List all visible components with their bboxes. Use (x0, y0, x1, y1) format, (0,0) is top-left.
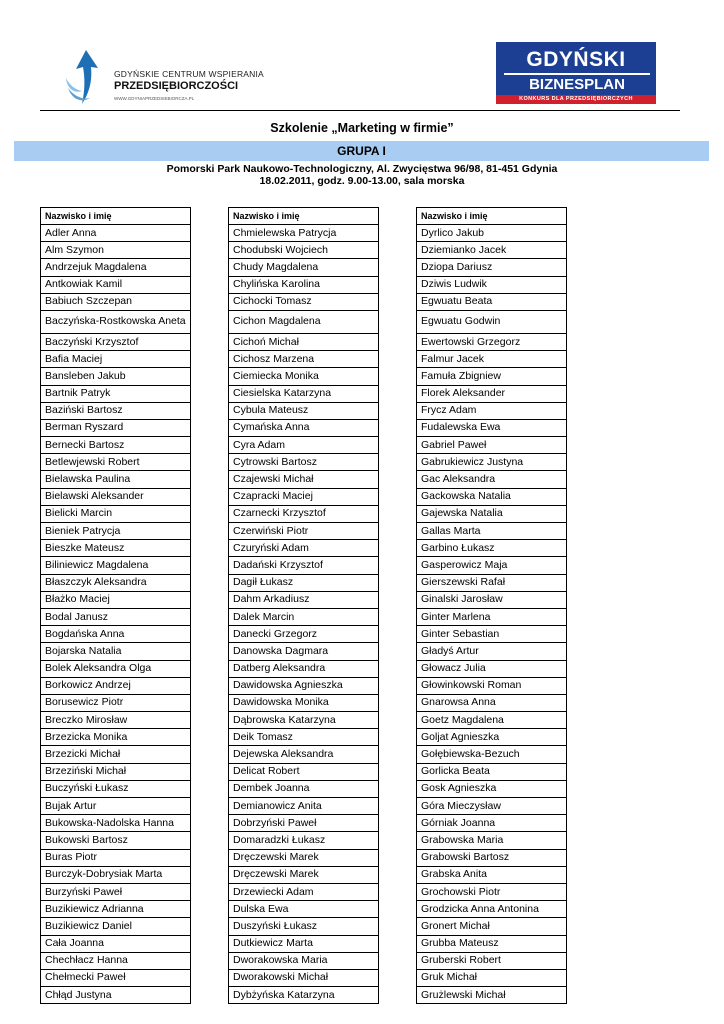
participant-name: Buzikiewicz Daniel (41, 918, 191, 935)
table-row (41, 523, 191, 540)
participant-name: Buczyński Łukasz (41, 780, 191, 797)
column-header: Nazwisko i imię (41, 208, 191, 225)
participant-name: Burczyk-Dobrysiak Marta (41, 866, 191, 883)
table-row (229, 918, 379, 935)
participant-name: Gabrukiewicz Justyna (417, 454, 567, 471)
participant-name: Cybula Mateusz (229, 402, 379, 419)
participant-name: Gosk Agnieszka (417, 780, 567, 797)
table-row (41, 763, 191, 780)
table-row (229, 866, 379, 883)
participant-name: Bukowski Bartosz (41, 832, 191, 849)
table-row (41, 351, 191, 368)
participant-name: Chmielewska Patrycja (229, 225, 379, 242)
participant-name: Danowska Dagmara (229, 643, 379, 660)
table-row (229, 488, 379, 505)
participant-name: Bartnik Patryk (41, 385, 191, 402)
participant-name: Babiuch Szczepan (41, 293, 191, 310)
participant-name: Gackowska Natalia (417, 488, 567, 505)
table-row (417, 746, 567, 763)
table-row (417, 660, 567, 677)
table-row (417, 694, 567, 711)
table-row (229, 574, 379, 591)
participant-name: Baczyński Krzysztof (41, 333, 191, 350)
participant-name: Berman Ryszard (41, 419, 191, 436)
table-row (417, 488, 567, 505)
names-table-1 (40, 207, 191, 1004)
participant-name: Bukowska-Nadolska Hanna (41, 815, 191, 832)
participant-name: Brzezicki Michał (41, 746, 191, 763)
table-row (229, 454, 379, 471)
table-row (417, 643, 567, 660)
table-row (229, 832, 379, 849)
participant-name: Dulska Ewa (229, 901, 379, 918)
participant-name: Egwuatu Beata (417, 293, 567, 310)
logo-right-line3: KONKURS DLA PRZEDSIĘBIORCZYCH (496, 95, 656, 104)
table-row (417, 935, 567, 952)
table-row (417, 712, 567, 729)
participant-name: Góra Mieczysław (417, 798, 567, 815)
participant-name: Baziński Bartosz (41, 402, 191, 419)
venue-line1: Pomorski Park Naukowo-Technologiczny, Al. Zwycięstwa 96/98, 81-451 Gdynia (166, 163, 558, 175)
participant-name: Bielawski Aleksander (41, 488, 191, 505)
table-row (41, 368, 191, 385)
table-row (41, 969, 191, 986)
logo-right-line1: GDYŃSKI (526, 48, 626, 71)
table-row (41, 626, 191, 643)
participant-name: Chłąd Justyna (41, 987, 191, 1004)
table-row (229, 883, 379, 900)
table-row (229, 523, 379, 540)
participant-name: Biliniewicz Magdalena (41, 557, 191, 574)
table-row (41, 557, 191, 574)
participant-name: Bieszke Mateusz (41, 540, 191, 557)
logo-left-line2: PRZEDSIĘBIORCZOŚCI (114, 80, 239, 92)
table-row (417, 815, 567, 832)
participant-name: Dutkiewicz Marta (229, 935, 379, 952)
participant-name: Dybżyńska Katarzyna (229, 987, 379, 1004)
participant-name: Egwuatu Godwin (417, 310, 567, 333)
column-header: Nazwisko i imię (229, 208, 379, 225)
participant-name: Dręczewski Marek (229, 849, 379, 866)
table-row (229, 540, 379, 557)
table-row (417, 763, 567, 780)
table-row (229, 402, 379, 419)
table-row (417, 437, 567, 454)
table-row (229, 969, 379, 986)
table-row (229, 712, 379, 729)
participant-name: Deik Tomasz (229, 729, 379, 746)
table-row (41, 883, 191, 900)
participant-name: Dąbrowska Katarzyna (229, 712, 379, 729)
table-row (229, 293, 379, 310)
table-row (417, 832, 567, 849)
participant-name: Brzezicka Monika (41, 729, 191, 746)
participant-name: Gierszewski Rafał (417, 574, 567, 591)
table-row (41, 643, 191, 660)
participant-name: Gruk Michał (417, 969, 567, 986)
table-row (417, 574, 567, 591)
table-row (417, 471, 567, 488)
participant-name: Ginalski Jarosław (417, 591, 567, 608)
participant-name: Borkowicz Andrzej (41, 677, 191, 694)
participant-name: Błażko Maciej (41, 591, 191, 608)
table-row (229, 849, 379, 866)
participant-name: Cichosz Marzena (229, 351, 379, 368)
table-row (417, 419, 567, 436)
participant-name: Chełmecki Paweł (41, 969, 191, 986)
participant-name: Grodzicka Anna Antonina (417, 901, 567, 918)
participant-name: Datberg Aleksandra (229, 660, 379, 677)
table-row (229, 729, 379, 746)
table-row (41, 454, 191, 471)
table-row (41, 310, 191, 333)
participant-name: Błaszczyk Aleksandra (41, 574, 191, 591)
table-row (417, 351, 567, 368)
table-row (229, 763, 379, 780)
participant-name: Gruberski Robert (417, 952, 567, 969)
participant-name: Drzewiecki Adam (229, 883, 379, 900)
table-row (229, 591, 379, 608)
participant-name: Gorlicka Beata (417, 763, 567, 780)
participant-name: Cytrowski Bartosz (229, 454, 379, 471)
table-row (417, 293, 567, 310)
header-divider (40, 110, 680, 111)
table-row (229, 608, 379, 625)
participant-name: Burzyński Paweł (41, 883, 191, 900)
table-row (229, 952, 379, 969)
table-row (41, 608, 191, 625)
participant-name: Bodal Janusz (41, 608, 191, 625)
participant-name: Goljat Agnieszka (417, 729, 567, 746)
page-title: Szkolenie „Marketing w firmie” (270, 121, 454, 135)
participant-name: Gajewska Natalia (417, 505, 567, 522)
table-row (41, 333, 191, 350)
table-row (41, 952, 191, 969)
table-row (229, 643, 379, 660)
participant-name: Betlewjewski Robert (41, 454, 191, 471)
upward-arrow-logo-icon (64, 48, 104, 106)
participant-name: Baczyńska-Rostkowska Aneta (41, 310, 191, 333)
table-row (417, 402, 567, 419)
participant-name: Bujak Artur (41, 798, 191, 815)
participant-name: Domaradzki Łukasz (229, 832, 379, 849)
table-header-row (41, 208, 191, 225)
table-row (417, 454, 567, 471)
table-row (41, 591, 191, 608)
table-row (41, 419, 191, 436)
table-row (229, 259, 379, 276)
participant-name: Duszyński Łukasz (229, 918, 379, 935)
participant-name: Demianowicz Anita (229, 798, 379, 815)
table-row (41, 437, 191, 454)
table-row (229, 901, 379, 918)
table-row (417, 952, 567, 969)
table-row (41, 505, 191, 522)
table-row (41, 242, 191, 259)
participant-name: Czapracki Maciej (229, 488, 379, 505)
participant-name: Danecki Grzegorz (229, 626, 379, 643)
participant-name: Fudalewska Ewa (417, 419, 567, 436)
table-row (417, 626, 567, 643)
logo-left-url: WWW.GDYNIAPRZEDSIEBIORCZA.PL (114, 96, 195, 101)
table-row (41, 780, 191, 797)
table-row (229, 437, 379, 454)
table-row (41, 712, 191, 729)
participant-name: Andrzejuk Magdalena (41, 259, 191, 276)
participant-name: Cyra Adam (229, 437, 379, 454)
table-row (229, 660, 379, 677)
participant-name: Bogdańska Anna (41, 626, 191, 643)
participant-name: Chechłacz Hanna (41, 952, 191, 969)
table-row (417, 866, 567, 883)
participant-name: Cała Joanna (41, 935, 191, 952)
table-row (229, 471, 379, 488)
gdynski-biznesplan-logo (496, 42, 656, 104)
table-row (41, 574, 191, 591)
table-row (417, 591, 567, 608)
table-row (229, 385, 379, 402)
table-row (417, 918, 567, 935)
participant-name: Borusewicz Piotr (41, 694, 191, 711)
table-row (417, 242, 567, 259)
participant-name: Dziopa Dariusz (417, 259, 567, 276)
table-row (41, 225, 191, 242)
participant-name: Dziwis Ludwik (417, 276, 567, 293)
table-row (41, 987, 191, 1004)
participant-name: Dahm Arkadiusz (229, 591, 379, 608)
participant-name: Grabska Anita (417, 866, 567, 883)
table-row (417, 225, 567, 242)
participant-name: Ciemiecka Monika (229, 368, 379, 385)
table-row (41, 660, 191, 677)
table-row (41, 540, 191, 557)
participant-name: Alm Szymon (41, 242, 191, 259)
participant-name: Bolek Aleksandra Olga (41, 660, 191, 677)
participant-name: Falmur Jacek (417, 351, 567, 368)
participant-name: Czajewski Michał (229, 471, 379, 488)
participant-name: Dręczewski Marek (229, 866, 379, 883)
table-row (41, 935, 191, 952)
participant-name: Famuła Zbigniew (417, 368, 567, 385)
gcwp-logo (64, 48, 264, 110)
table-row (417, 883, 567, 900)
table-row (417, 608, 567, 625)
table-row (229, 276, 379, 293)
table-row (417, 540, 567, 557)
table-row (41, 901, 191, 918)
participant-name: Garbino Łukasz (417, 540, 567, 557)
table-row (229, 746, 379, 763)
participant-name: Ciesielska Katarzyna (229, 385, 379, 402)
table-row (417, 385, 567, 402)
table-row (41, 276, 191, 293)
table-row (417, 798, 567, 815)
logo-left-line1: GDYŃSKIE CENTRUM WSPIERANIA (114, 69, 264, 79)
table-row (417, 557, 567, 574)
participant-name: Dziemianko Jacek (417, 242, 567, 259)
participant-name: Chodubski Wojciech (229, 242, 379, 259)
table-row (41, 385, 191, 402)
table-row (41, 832, 191, 849)
participant-name: Gołębiewska-Bezuch (417, 746, 567, 763)
table-row (417, 523, 567, 540)
participant-name: Dobrzyński Paweł (229, 815, 379, 832)
participant-name: Florek Aleksander (417, 385, 567, 402)
participant-name: Buzikiewicz Adrianna (41, 901, 191, 918)
table-row (417, 310, 567, 333)
participant-name: Chylińska Karolina (229, 276, 379, 293)
participant-name: Bernecki Bartosz (41, 437, 191, 454)
names-table-3 (416, 207, 567, 1004)
table-row (229, 419, 379, 436)
participant-name: Grabowska Maria (417, 832, 567, 849)
participant-name: Ginter Marlena (417, 608, 567, 625)
participant-name: Czerwiński Piotr (229, 523, 379, 540)
table-row (229, 626, 379, 643)
table-row (417, 368, 567, 385)
participant-name: Cichocki Tomasz (229, 293, 379, 310)
venue-info (0, 163, 724, 187)
table-row (229, 310, 379, 333)
table-row (41, 729, 191, 746)
participant-name: Adler Anna (41, 225, 191, 242)
table-row (417, 901, 567, 918)
table-header-row (229, 208, 379, 225)
participant-name: Cichon Magdalena (229, 310, 379, 333)
participant-name: Górniak Joanna (417, 815, 567, 832)
participant-name: Dagił Łukasz (229, 574, 379, 591)
table-row (41, 798, 191, 815)
participant-name: Czuryński Adam (229, 540, 379, 557)
participant-name: Bieniek Patrycja (41, 523, 191, 540)
participant-name: Głowacz Julia (417, 660, 567, 677)
table-row (417, 505, 567, 522)
participant-name: Bojarska Natalia (41, 643, 191, 660)
participant-name: Chudy Magdalena (229, 259, 379, 276)
table-row (417, 729, 567, 746)
table-row (229, 798, 379, 815)
table-row (41, 488, 191, 505)
table-row (41, 746, 191, 763)
participant-name: Breczko Mirosław (41, 712, 191, 729)
participant-name: Grochowski Piotr (417, 883, 567, 900)
participant-name: Dyrlico Jakub (417, 225, 567, 242)
participant-name: Dawidowska Agnieszka (229, 677, 379, 694)
table-row (229, 677, 379, 694)
table-row (229, 694, 379, 711)
participant-name: Brzeziński Michał (41, 763, 191, 780)
table-row (229, 935, 379, 952)
participant-name: Bansleben Jakub (41, 368, 191, 385)
group-banner: GRUPA I (14, 141, 709, 161)
participant-name: Ewertowski Grzegorz (417, 333, 567, 350)
logo-right-line2: BIZNESPLAN (504, 73, 650, 95)
table-row (229, 505, 379, 522)
table-row (229, 557, 379, 574)
table-row (229, 368, 379, 385)
participant-name: Gallas Marta (417, 523, 567, 540)
table-row (41, 694, 191, 711)
table-row (41, 849, 191, 866)
participant-name: Gronert Michał (417, 918, 567, 935)
table-row (41, 293, 191, 310)
table-row (41, 815, 191, 832)
table-row (417, 259, 567, 276)
participant-name: Grabowski Bartosz (417, 849, 567, 866)
venue-line2: 18.02.2011, godz. 9.00-13.00, sala morska (259, 175, 465, 187)
participant-name: Bielicki Marcin (41, 505, 191, 522)
participant-name: Gasperowicz Maja (417, 557, 567, 574)
table-row (229, 333, 379, 350)
table-row (41, 471, 191, 488)
table-row (417, 780, 567, 797)
table-row (41, 866, 191, 883)
participant-name: Frycz Adam (417, 402, 567, 419)
names-table-2 (228, 207, 379, 1004)
table-row (229, 815, 379, 832)
table-row (41, 402, 191, 419)
participant-name: Buras Piotr (41, 849, 191, 866)
participant-name: Ginter Sebastian (417, 626, 567, 643)
participant-name: Goetz Magdalena (417, 712, 567, 729)
participant-name: Cymańska Anna (229, 419, 379, 436)
table-row (229, 225, 379, 242)
table-row (229, 780, 379, 797)
participant-name: Grużlewski Michał (417, 987, 567, 1004)
participant-name: Dworakowski Michał (229, 969, 379, 986)
table-row (417, 276, 567, 293)
participant-name: Cichoń Michał (229, 333, 379, 350)
table-row (417, 987, 567, 1004)
participant-name: Czarnecki Krzysztof (229, 505, 379, 522)
participant-name: Głowinkowski Roman (417, 677, 567, 694)
participant-name: Gnarowsa Anna (417, 694, 567, 711)
participant-name: Dalek Marcin (229, 608, 379, 625)
participant-name: Dworakowska Maria (229, 952, 379, 969)
participant-name: Dembek Joanna (229, 780, 379, 797)
participant-name: Dadański Krzysztof (229, 557, 379, 574)
table-row (229, 987, 379, 1004)
column-header: Nazwisko i imię (417, 208, 567, 225)
participant-name: Gac Aleksandra (417, 471, 567, 488)
table-row (41, 259, 191, 276)
participant-name: Gabriel Paweł (417, 437, 567, 454)
participant-name: Delicat Robert (229, 763, 379, 780)
participant-name: Antkowiak Kamil (41, 276, 191, 293)
participant-name: Bafia Maciej (41, 351, 191, 368)
table-row (417, 677, 567, 694)
table-row (229, 242, 379, 259)
participant-name: Grubba Mateusz (417, 935, 567, 952)
table-row (41, 918, 191, 935)
table-header-row (417, 208, 567, 225)
table-row (417, 333, 567, 350)
participant-name: Bielawska Paulina (41, 471, 191, 488)
participant-name: Gładyś Artur (417, 643, 567, 660)
table-row (417, 849, 567, 866)
participant-name: Dejewska Aleksandra (229, 746, 379, 763)
table-row (41, 677, 191, 694)
table-row (229, 351, 379, 368)
participant-name: Dawidowska Monika (229, 694, 379, 711)
table-row (417, 969, 567, 986)
